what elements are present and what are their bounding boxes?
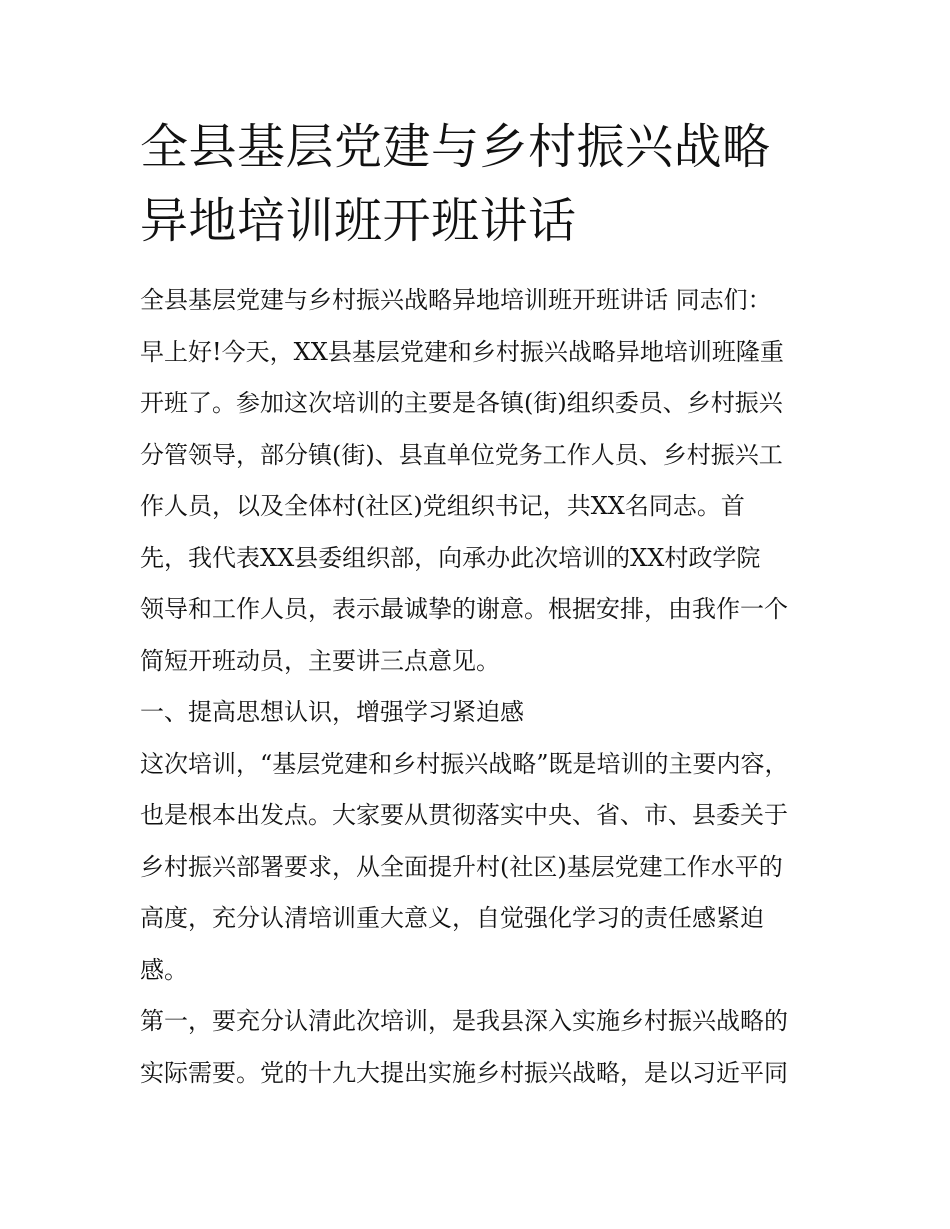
title-line-2: 异地培训班开班讲话: [140, 193, 577, 249]
body-line-15: 第一，要充分认清此次培训，是我县深入实施乡村振兴战略的: [140, 1007, 788, 1035]
body-line-3: 开班了。参加这次培训的主要是各镇(街)组织委员、乡村振兴: [140, 389, 783, 417]
body-line-5: 作人员，以及全体村(社区)党组织书记，共XX名同志。首: [140, 492, 745, 520]
body-line-13: 高度，充分认清培训重大意义，自觉强化学习的责任感紧迫: [140, 904, 764, 932]
body-line-4: 分管领导，部分镇(街)、县直单位党务工作人员、乡村振兴工: [140, 440, 783, 469]
document-body: [140, 275, 820, 1099]
document-title: [140, 110, 840, 258]
body-line-12: 乡村振兴部署要求，从全面提升村(社区)基层党建工作水平的: [140, 852, 783, 881]
body-line-6: 先，我代表XX县委组织部，向承办此次培训的XX村政学院: [140, 543, 761, 572]
title-line-1: 全县基层党建与乡村振兴战略: [140, 119, 771, 175]
body-line-16: 实际需要。党的十九大提出实施乡村振兴战略，是以习近平同: [140, 1058, 788, 1087]
section-heading-1: 一、提高思想认识，增强学习紧迫感: [140, 698, 524, 726]
body-line-1: 全县基层党建与乡村振兴战略异地培训班开班讲话 同志们：: [140, 286, 772, 314]
body-line-14: 感。: [140, 955, 188, 984]
body-line-7: 领导和工作人员，表示最诚挚的谢意。根据安排，由我作一个: [140, 595, 788, 623]
body-line-2: 早上好!今天，XX县基层党建和乡村振兴战略异地培训班隆重: [140, 337, 784, 366]
body-line-11: 也是根本出发点。大家要从贯彻落实中央、省、市、县委关于: [140, 801, 788, 829]
body-line-10: 这次培训，“基层党建和乡村振兴战略”既是培训的主要内容，: [140, 749, 789, 778]
body-line-8: 简短开班动员，主要讲三点意见。: [140, 646, 500, 675]
